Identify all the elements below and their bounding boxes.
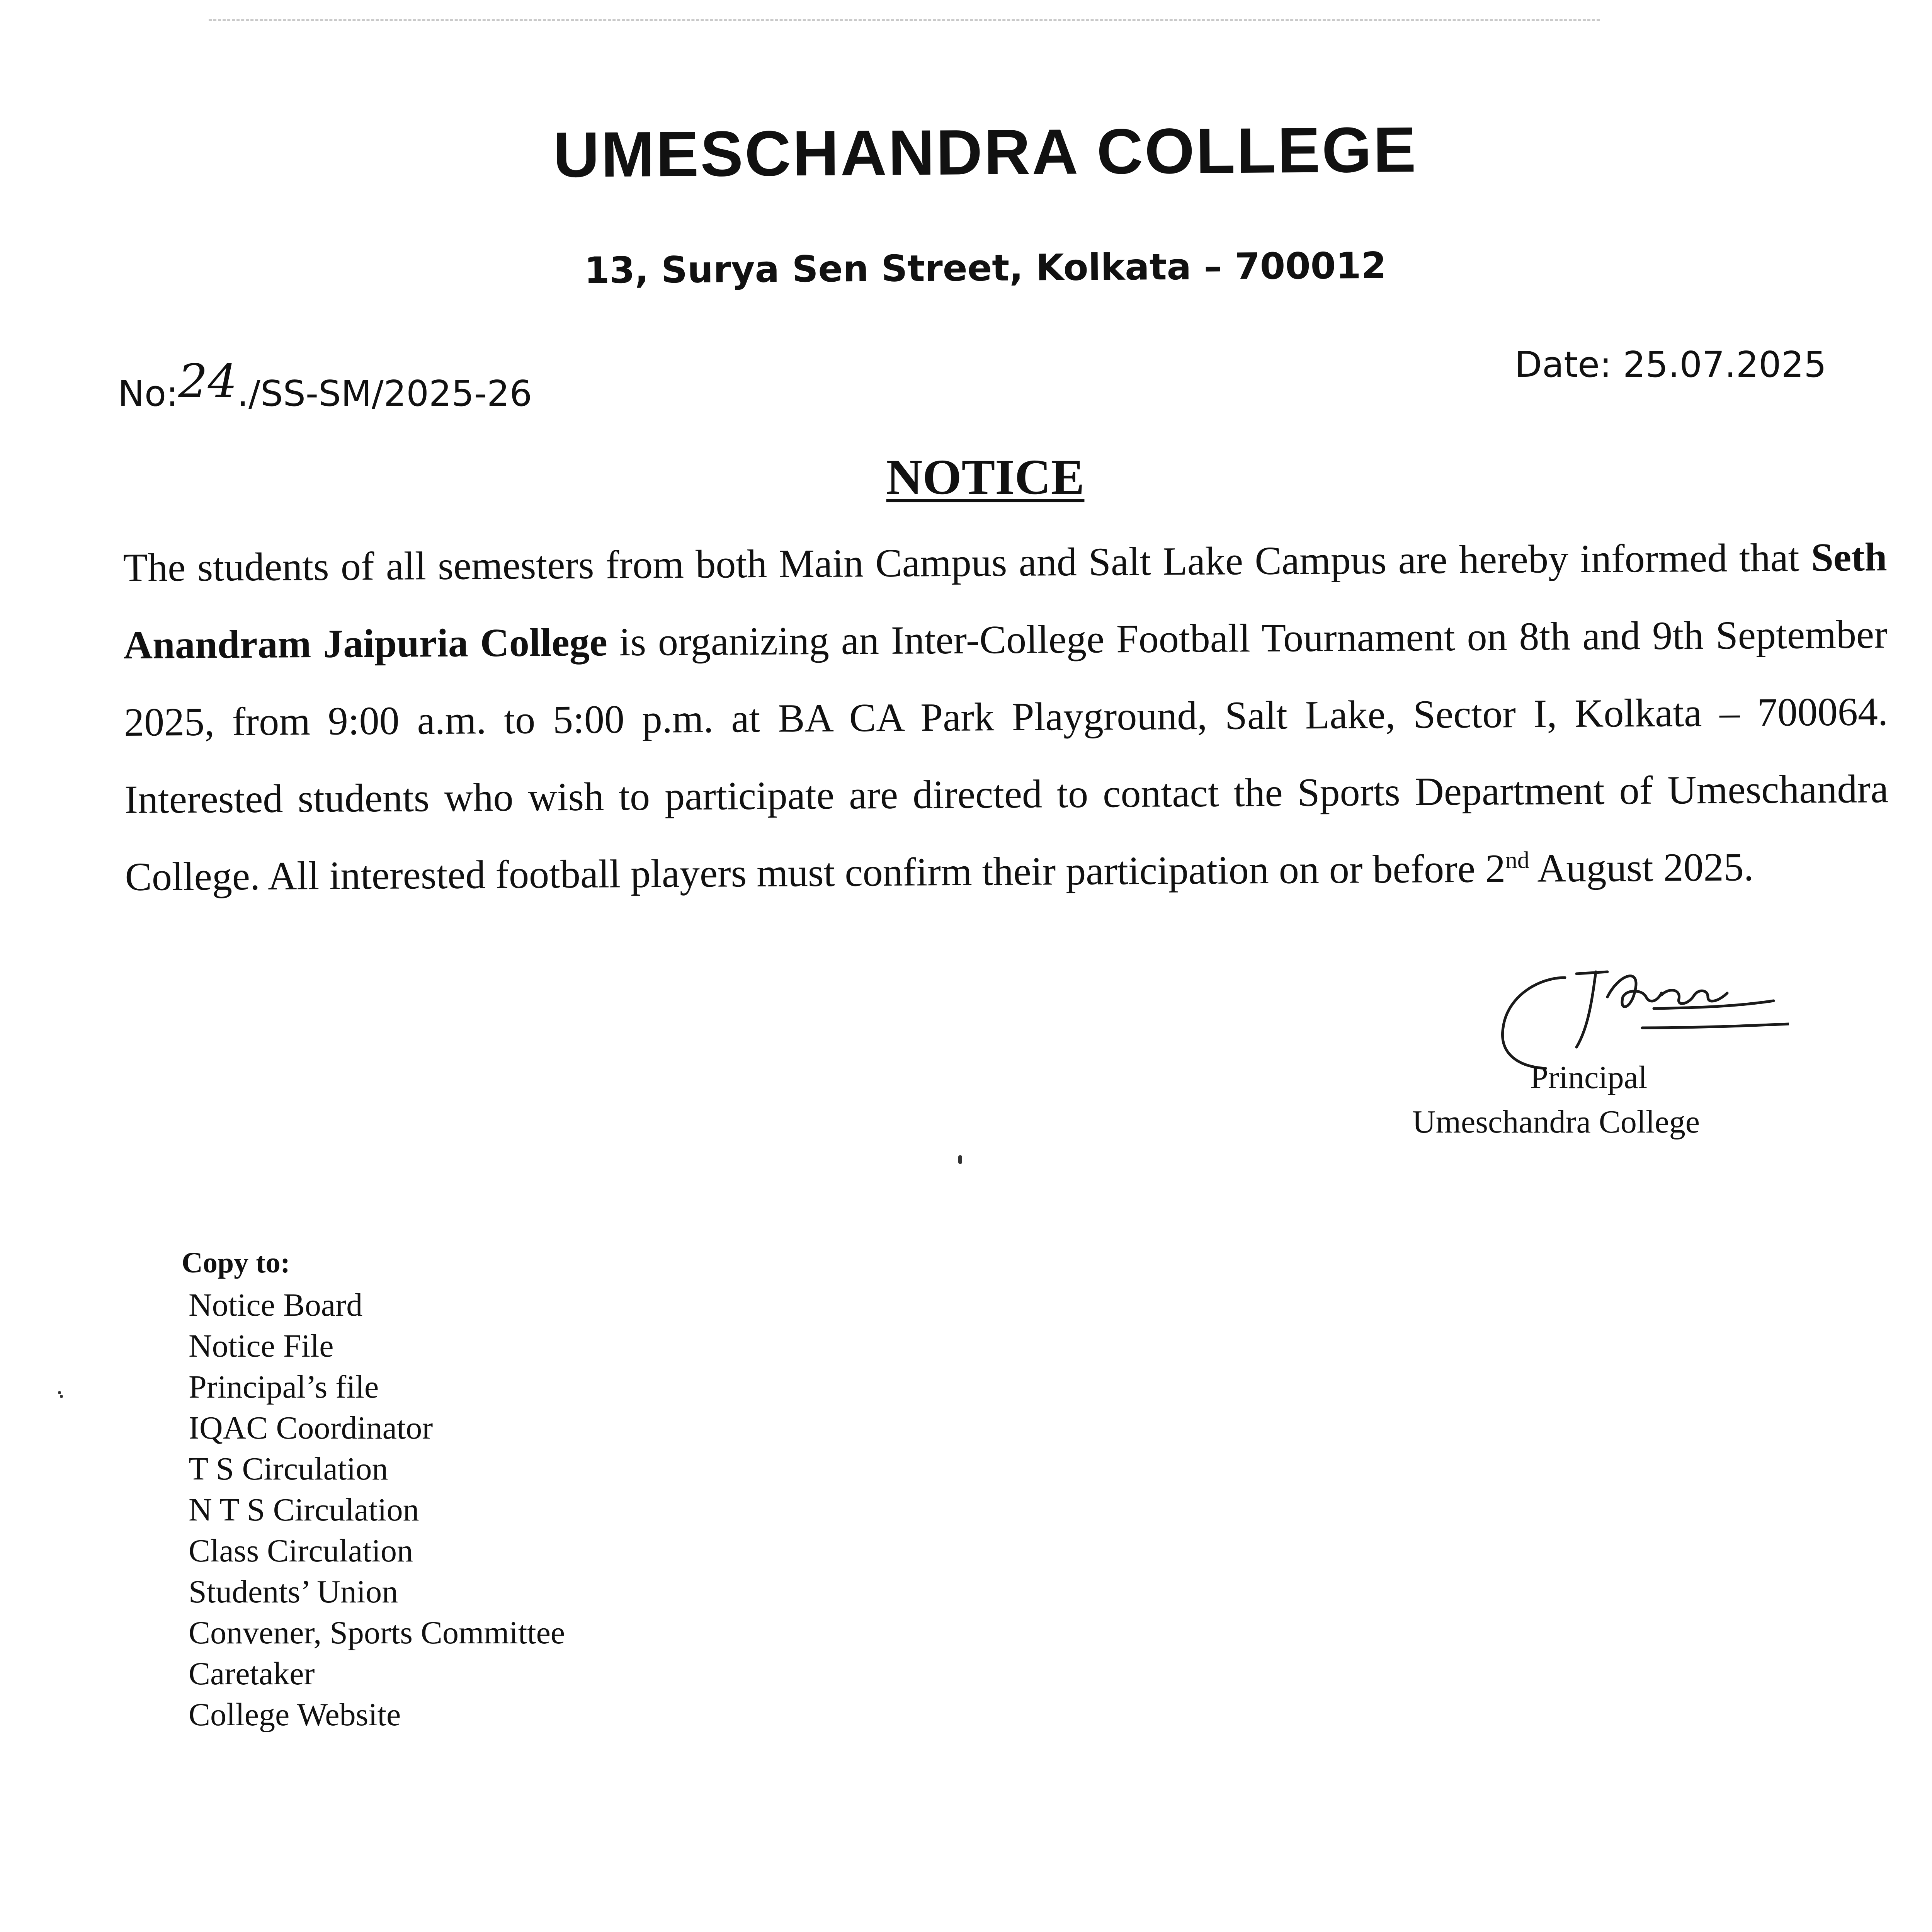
notice-body (123, 519, 1889, 916)
copy-to-item: T S Circulation (189, 1451, 388, 1487)
copy-to-item: Students’ Union (189, 1574, 398, 1610)
reference-handwritten-number: 24 (178, 355, 237, 408)
organizer-name: Seth Anandram Jaipuria College (123, 535, 1887, 667)
copy-to-item: College Website (189, 1697, 401, 1733)
copy-to-item: N T S Circulation (189, 1492, 419, 1528)
college-address: 13, Surya Sen Street, Kolkata – 700012 (584, 245, 1387, 292)
copy-to-list (189, 1285, 565, 1735)
notice-body-part3: August 2025. (1529, 845, 1754, 891)
date-superscript: nd (1505, 847, 1530, 874)
signatory-organization: Umeschandra College (1412, 1104, 1700, 1140)
scan-speck (958, 1155, 962, 1164)
scan-speck (58, 1391, 61, 1394)
reference-suffix: ./SS-SM/2025-26 (237, 373, 532, 414)
copy-to-item: Class Circulation (189, 1533, 413, 1569)
college-name: UMESCHANDRA COLLEGE (553, 114, 1418, 191)
copy-to-item: Notice File (189, 1328, 334, 1364)
scan-speck (60, 1395, 63, 1398)
notice-body-part1: The students of all semesters from both Main Campus and Salt Lake Campus are hereby informed that (123, 535, 1811, 590)
notice-date: Date: 25.07.2025 (1515, 344, 1827, 385)
notice-body-part2: is organizing an Inter-College Football Tournament on 8th and 9th September 2025, from 9:00 a.m. to 5:00 p.m. at BA CA Park Playground, Salt Lake, Sector I, Kolkata – 700064. Interested students who wish to participate are directed to contact the Sports Department of Umeschandra College. All interested football players must confirm their participation on or before 2 (124, 612, 1889, 899)
copy-to-item: Caretaker (189, 1656, 315, 1692)
copy-to-item: Principal’s file (189, 1369, 379, 1405)
reference-number (118, 355, 532, 417)
copy-to-item: Convener, Sports Committee (189, 1615, 565, 1651)
copy-to-heading: Copy to: (182, 1247, 290, 1279)
copy-to-item: IQAC Coordinator (189, 1410, 433, 1446)
reference-label: No: (118, 373, 179, 414)
signatory-title: Principal (1530, 1060, 1648, 1095)
top-scan-edge (209, 19, 1600, 21)
copy-to-item: Notice Board (189, 1287, 363, 1323)
notice-heading: NOTICE (886, 449, 1085, 505)
